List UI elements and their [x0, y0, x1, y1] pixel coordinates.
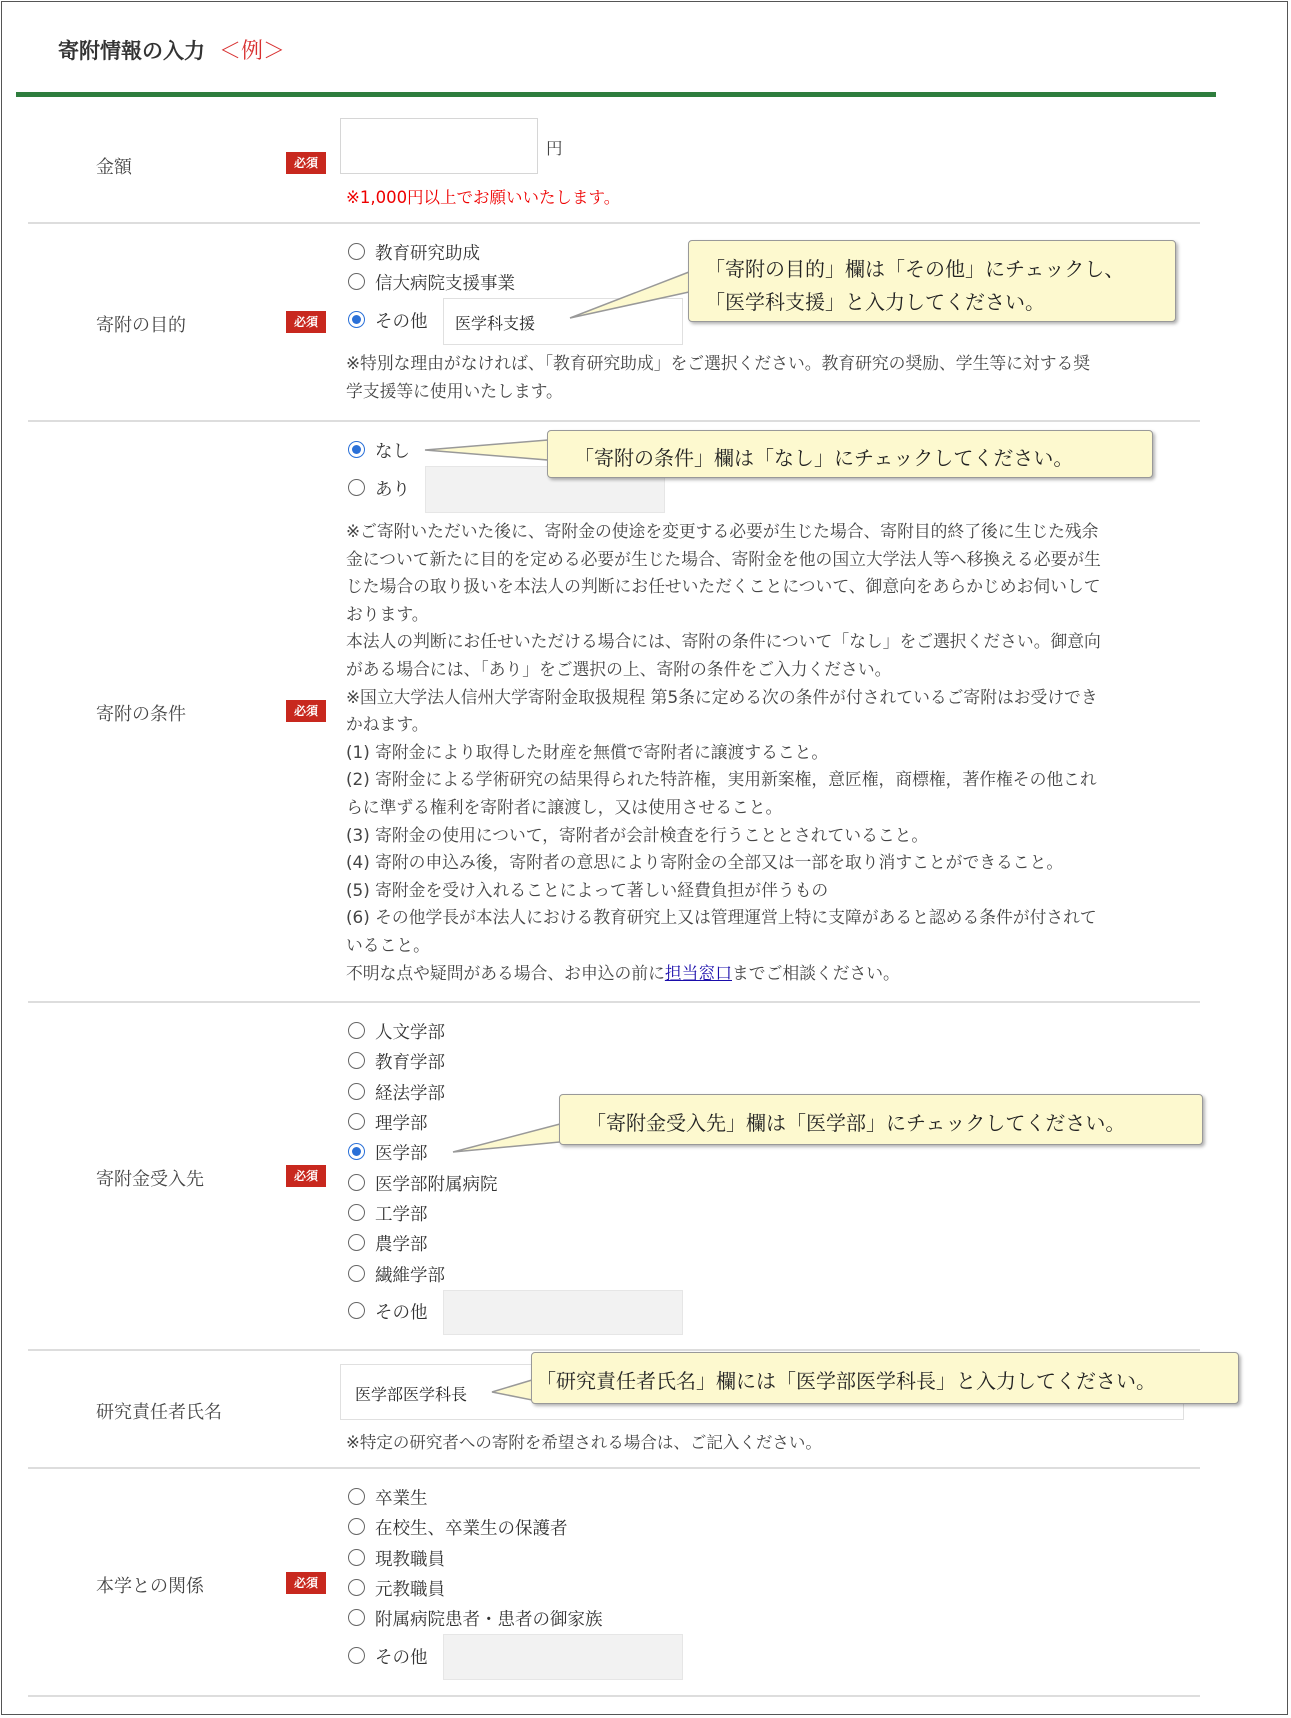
purpose-option-label: 教育研究助成 [375, 244, 480, 264]
relation-option-label: 在校生、卒業生の保護者 [375, 1519, 568, 1539]
researcher-label: 研究責任者氏名 [96, 1402, 222, 1423]
row-divider [28, 1349, 1200, 1351]
recipient-option-label: その他 [375, 1303, 428, 1323]
recipient-option-label: 人文学部 [375, 1023, 445, 1043]
recipient-option-label: 繊維学部 [375, 1266, 445, 1286]
recipient-other-input[interactable] [443, 1290, 683, 1335]
recipient-option-label: 理学部 [375, 1114, 428, 1134]
amount-note: ※1,000円以上でお願いいたします。 [346, 188, 621, 207]
recipient-option-label: 教育学部 [375, 1053, 445, 1073]
conditions-option-label: なし [375, 442, 410, 462]
relation-option-label: 卒業生 [375, 1489, 428, 1509]
title-underline [16, 92, 1216, 97]
recipient-option-label: 経法学部 [375, 1084, 445, 1104]
purpose-radio-other[interactable] [348, 311, 365, 328]
relation-other-input[interactable] [443, 1634, 683, 1680]
relation-radio-former-staff[interactable] [348, 1579, 365, 1596]
recipient-label: 寄附金受入先 [96, 1169, 204, 1190]
row-divider [28, 1467, 1200, 1469]
recipient-option-label: 農学部 [375, 1235, 428, 1255]
required-badge: 必須 [286, 1165, 326, 1187]
conditions-option-label: あり [375, 480, 410, 500]
recipient-option-label: 工学部 [375, 1205, 428, 1225]
relation-option-label: 元教職員 [375, 1580, 445, 1600]
required-badge: 必須 [286, 152, 326, 174]
relation-option-label: 附属病院患者・患者の御家族 [375, 1610, 603, 1630]
relation-radio-other[interactable] [348, 1647, 365, 1664]
recipient-radio-humanities[interactable] [348, 1022, 365, 1039]
recipient-radio-law-economics[interactable] [348, 1083, 365, 1100]
row-divider [28, 420, 1200, 422]
relation-option-label: 現教職員 [375, 1550, 445, 1570]
researcher-note: ※特定の研究者への寄附を希望される場合は、ご記入ください。 [346, 1433, 822, 1452]
recipient-radio-textile[interactable] [348, 1265, 365, 1282]
amount-input[interactable] [340, 118, 538, 174]
callout-purpose: 「寄附の目的」欄は「その他」にチェックし、 「医学科支援」と入力してください。 [688, 240, 1176, 322]
required-badge: 必須 [286, 311, 326, 333]
required-badge: 必須 [286, 700, 326, 722]
callout-recipient: 「寄附金受入先」欄は「医学部」にチェックしてください。 [559, 1094, 1203, 1145]
recipient-radio-hospital[interactable] [348, 1174, 365, 1191]
relation-radio-staff[interactable] [348, 1549, 365, 1566]
purpose-note: ※特別な理由がなければ、「教育研究助成」をご選択ください。教育研究の奨励、学生等に対する奨 学支援等に使用いたします。 [346, 353, 1091, 401]
purpose-label: 寄附の目的 [96, 315, 186, 336]
relation-radio-patient[interactable] [348, 1609, 365, 1626]
page-title: 寄附情報の入力 ＜例＞ [58, 39, 286, 64]
conditions-radio-yes[interactable] [348, 479, 365, 496]
purpose-other-input[interactable]: 医学科支援 [443, 298, 683, 345]
row-divider [28, 1001, 1200, 1003]
relation-option-label: その他 [375, 1648, 428, 1668]
recipient-radio-medicine[interactable] [348, 1143, 365, 1160]
purpose-radio-hospital[interactable] [348, 273, 365, 290]
purpose-option-label: 信大病院支援事業 [375, 274, 515, 294]
contact-link[interactable]: 担当窓口 [664, 962, 732, 983]
recipient-radio-engineering[interactable] [348, 1204, 365, 1221]
required-badge: 必須 [286, 1572, 326, 1594]
callout-conditions: 「寄附の条件」欄は「なし」にチェックしてください。 [547, 430, 1153, 478]
researcher-input[interactable]: 医学部医学科長 [340, 1364, 1184, 1420]
recipient-option-label: 医学部附属病院 [375, 1175, 498, 1195]
relation-radio-graduate[interactable] [348, 1488, 365, 1505]
relation-radio-student-parent[interactable] [348, 1518, 365, 1535]
recipient-radio-science[interactable] [348, 1113, 365, 1130]
purpose-radio-education[interactable] [348, 243, 365, 260]
purpose-option-label: その他 [375, 312, 428, 332]
relation-label: 本学との関係 [96, 1576, 204, 1597]
row-divider [28, 222, 1200, 224]
recipient-radio-other[interactable] [348, 1302, 365, 1319]
conditions-label: 寄附の条件 [96, 704, 186, 725]
recipient-radio-agriculture[interactable] [348, 1234, 365, 1251]
recipient-radio-education[interactable] [348, 1052, 365, 1069]
example-tag: ＜例＞ [219, 39, 286, 64]
amount-unit: 円 [546, 139, 563, 158]
recipient-option-label: 医学部 [375, 1144, 428, 1164]
conditions-radio-none[interactable] [348, 441, 365, 458]
conditions-note: ※ご寄附いただいた後に、寄附金の使途を変更する必要が生じた場合、寄附目的終了後に生じた残余 金について新たに目的を定める必要が生じた場合、寄附金を他の国立大学法人等へ移換える必要が生 じた場合の取り扱いを本法人の判断にお任せいただくことについて、御意向をあらかじめお伺いして おります。 本法人の判断にお任せいただける場合には、寄附の条件について「なし」をご選択ください。御意向 がある場合には、「あり」をご選択の上、寄附の条件をご入力ください。 ※国立大学法人信州大学寄附金取扱規程 第5条に定める次の条件が付されているご寄附はお受けでき かねます。 (1) 寄附金により取得した財産を無償で寄附者に譲渡すること。 (2) 寄附金による学術研究の結果得られた特許権，実用新案権，意匠権，商標権，著作権その他これ らに準ずる権利を寄附者に譲渡し，又は使用させること。 (3) 寄附金の使用について，寄附者が会計検査を行うこととされていること。 (4) 寄附の申込み後，寄附者の意思により寄附金の全部又は一部を取り消すことができること。 (5) 寄附金を受け入れることによって著しい経費負担が伴うもの (6) その他学長が本法人における教育研究上又は管理運営上特に支障があると認める条件が付されて いること。 不明な点や疑問がある場合、お申込の前に担当窓口までご相談ください。 [346, 521, 1101, 983]
amount-label: 金額 [96, 157, 132, 178]
callout-researcher: 「研究責任者氏名」欄には「医学部医学科長」と入力してください。 [531, 1352, 1239, 1404]
row-divider [28, 1695, 1200, 1697]
